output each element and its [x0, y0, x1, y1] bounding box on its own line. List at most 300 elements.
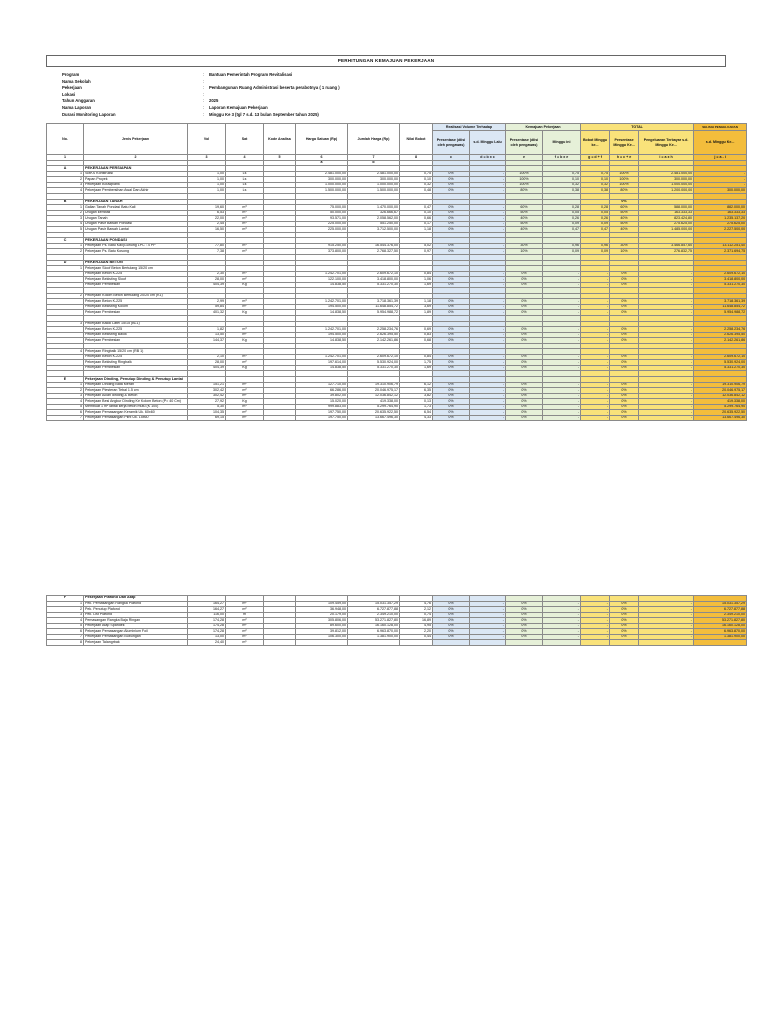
cell: 1.000.000,00 [348, 182, 400, 188]
cell: C [47, 238, 84, 244]
col-persentase: Persentase Minggu Ke... [610, 131, 639, 155]
info-colon: : [203, 98, 205, 104]
cell: - [543, 415, 581, 421]
cell: 0% [433, 354, 470, 360]
cell: 4 [226, 155, 264, 161]
cell: - [543, 271, 581, 277]
info-colon: : [203, 85, 205, 91]
cell: - [581, 282, 610, 288]
cell: 0% [433, 310, 470, 316]
cell: 0% [610, 601, 639, 607]
cell: - [470, 601, 506, 607]
cell: 50% [610, 210, 639, 216]
cell: 6 [47, 629, 84, 635]
cell: 3 [47, 612, 84, 618]
cell: 0,69 [400, 327, 433, 333]
cell: 1,73 [400, 404, 433, 410]
cell: 0,74 [400, 612, 433, 618]
cell: e [506, 155, 543, 161]
cell: 4,95 [400, 623, 433, 629]
cell: 0,84 [400, 354, 433, 360]
cell: 0% [506, 310, 543, 316]
cell [543, 640, 581, 646]
cell: Pekerjaan Pembesian [84, 338, 188, 344]
cell [506, 640, 543, 646]
cell: Galian Tanah Pondasi Batu Kali [84, 205, 188, 211]
cell: 0,47 [400, 205, 433, 211]
cell: 39.812,00 [296, 629, 348, 635]
cell: 5,02 [400, 243, 433, 249]
info-label: Lokasi [62, 91, 76, 97]
cell: Kg [226, 282, 264, 288]
cell: 40% [610, 216, 639, 222]
cell: 28,00 [188, 277, 226, 283]
cell: 5.954.988,72 [348, 310, 400, 316]
cell: Pekerjaan Acian dinding & Beton [84, 393, 188, 399]
cell: - [470, 607, 506, 613]
cell: - [470, 299, 506, 305]
cell: Pekerjaan Balok Latei 15/15 (BL1) [84, 321, 188, 327]
cell: - [543, 299, 581, 305]
cell: 0,47 [581, 227, 610, 233]
cell: A [47, 166, 84, 172]
cell: 3,69 [400, 304, 433, 310]
cell: - [470, 365, 506, 371]
cell: 16,89 [400, 618, 433, 624]
cell: - [639, 612, 694, 618]
cell: 882.000,00 [694, 205, 747, 211]
cell: 50% [610, 221, 639, 227]
group-selisih: SELISIH PENGELUARAN [694, 124, 747, 131]
cell: 5 [264, 155, 296, 161]
cell: 6.727.877,88 [348, 607, 400, 613]
cell: 0,05 [581, 210, 610, 216]
cell: - [694, 171, 747, 177]
cell: 0% [506, 388, 543, 394]
cell: 823.424,80 [639, 216, 694, 222]
cell: 0% [506, 393, 543, 399]
cell: - [581, 327, 610, 333]
cell: Kg [226, 365, 264, 371]
cell: 0% [433, 249, 470, 255]
cell: 20.046.975,17 [694, 388, 747, 394]
cell: 14.838,50 [296, 365, 348, 371]
cell: 13.667.496,30 [694, 415, 747, 421]
cell: 1 [47, 601, 84, 607]
cell: - [581, 612, 610, 618]
sheet-title: PERHITUNGAN KEMAJUAN PEKERJAAN [46, 55, 726, 67]
cell: - [470, 360, 506, 366]
cell: 1.200.000,00 [639, 188, 694, 194]
cell: 305.806,00 [296, 618, 348, 624]
cell: 7 [47, 634, 84, 640]
cell: 0,10 [400, 210, 433, 216]
cell: 30% [506, 243, 543, 249]
cell: m² [226, 382, 264, 388]
cell: 0% [610, 304, 639, 310]
cell: 6,53 [188, 210, 226, 216]
cell: 2.626.395,50 [694, 332, 747, 338]
cell: 0% [433, 399, 470, 405]
cell: m² [226, 629, 264, 635]
cell: Ls [226, 182, 264, 188]
cell: Pekerjaan Plesteran Tebal 1.5 cm [84, 388, 188, 394]
info-value: Minggu Ke 3 (tgl 7 s.d. 13 bulan September tahun 2025) [209, 111, 319, 117]
cell: 0,84 [400, 271, 433, 277]
cell: 2.481.000,00 [639, 171, 694, 177]
cell: 0,26 [543, 216, 581, 222]
cell: m² [226, 393, 264, 399]
cell: 1.242.701,00 [296, 327, 348, 333]
cell: 20.635.922,50 [348, 410, 400, 416]
cell: 0% [610, 634, 639, 640]
cell: - [470, 623, 506, 629]
info-row [46, 85, 726, 92]
cell: 0% [506, 601, 543, 607]
cell: 10% [506, 249, 543, 255]
cell: - [543, 612, 581, 618]
cell: - [639, 415, 694, 421]
cell: Pekerjaan Bouwplank [84, 182, 188, 188]
cell: 100% [506, 177, 543, 183]
cell: 1 [47, 155, 84, 161]
cell: 0% [506, 282, 543, 288]
cell: 0% [433, 304, 470, 310]
cell: - [470, 177, 506, 183]
cell: m¹ [226, 640, 264, 646]
cell: 0% [610, 338, 639, 344]
cell: - [581, 623, 610, 629]
cell: 275.625,00 [639, 221, 694, 227]
cell: 100% [610, 171, 639, 177]
cell [296, 640, 348, 646]
cell [581, 640, 610, 646]
col-minggu-ini: Minggu ini [543, 131, 581, 155]
cell: 2.058.562,00 [348, 216, 400, 222]
cell: Pekerjaan Beton K-225 [84, 271, 188, 277]
cell: 0% [506, 618, 543, 624]
cell: 0% [506, 304, 543, 310]
cell [610, 640, 639, 646]
cell: 5.299.764,90 [348, 404, 400, 410]
cell: 0% [433, 327, 470, 333]
cell: 144,37 [188, 338, 226, 344]
cell: Kg [226, 310, 264, 316]
cell: - [470, 618, 506, 624]
project-info [46, 72, 726, 118]
cell: 0,75 [581, 171, 610, 177]
cell: - [470, 410, 506, 416]
cell: 5.331.270,30 [348, 365, 400, 371]
cell: 50.000,00 [296, 210, 348, 216]
cell: m² [226, 410, 264, 416]
cell: 2 [47, 388, 84, 394]
cell: 2.609.672,10 [694, 271, 747, 277]
cell: m² [226, 618, 264, 624]
cell: Ls [226, 171, 264, 177]
cell: - [543, 365, 581, 371]
cell: 0% [433, 634, 470, 640]
cell: PEKERJAAN PERSIAPAN [84, 166, 188, 172]
cell: - [470, 629, 506, 635]
cell: 197.750,00 [296, 410, 348, 416]
cell: 127.710,00 [296, 382, 348, 388]
cell: - [470, 404, 506, 410]
cell: - [581, 365, 610, 371]
cell: 100% [610, 182, 639, 188]
cell: Pekerjaan Bekisting Ringbalk [84, 360, 188, 366]
cell: 0% [433, 623, 470, 629]
cell: - [639, 382, 694, 388]
cell: - [470, 393, 506, 399]
cell: Pekerjaan Ps. Batu Kosong [84, 249, 188, 255]
cell: - [543, 393, 581, 399]
cell: Pekerjaan Pembesian [84, 310, 188, 316]
cell: - [639, 360, 694, 366]
cell: 163.333,33 [694, 210, 747, 216]
cell: 0% [433, 612, 470, 618]
cell: 0% [433, 618, 470, 624]
cell: Pekerjaan Pemasangan Plint Uk. 15x60 [84, 415, 188, 421]
col-vol: Vol [188, 124, 226, 155]
cell: m³ [226, 216, 264, 222]
cell: - [581, 277, 610, 283]
cell: 75.000,00 [296, 205, 348, 211]
cell: F [47, 596, 84, 602]
cell: 1,00 [188, 177, 226, 183]
cell: 373.800,00 [296, 249, 348, 255]
cell: m³ [226, 271, 264, 277]
cell: 164,27 [188, 601, 226, 607]
cell: - [543, 388, 581, 394]
cell: Pekerjaan Beton K-225 [84, 354, 188, 360]
cell: 302,42 [188, 388, 226, 394]
cell: 4 [47, 221, 84, 227]
cell: 0% [610, 282, 639, 288]
cell: - [470, 382, 506, 388]
cell: m² [226, 360, 264, 366]
cell: - [470, 182, 506, 188]
cell: 100% [506, 182, 543, 188]
cell: 0% [433, 182, 470, 188]
col-jenis: Jenis Pekerjaan [84, 124, 188, 155]
cell: 14.838,50 [296, 338, 348, 344]
cell: 2 [84, 155, 188, 161]
cell: 2.371.694,75 [694, 249, 747, 255]
cell: 100% [610, 177, 639, 183]
cell: 1.381.900,00 [348, 634, 400, 640]
cell: 22,00 [188, 216, 226, 222]
cell: 1.000.000,00 [296, 182, 348, 188]
cell: - [581, 338, 610, 344]
cell: 0% [506, 410, 543, 416]
cell: 80% [610, 188, 639, 194]
cell: - [543, 327, 581, 333]
cell: 2.258.234,76 [694, 327, 747, 333]
cell: 6 [47, 410, 84, 416]
info-colon: : [203, 104, 205, 110]
cell: 0% [610, 382, 639, 388]
cell: 2.481.000,00 [348, 171, 400, 177]
cell: 0% [433, 629, 470, 635]
cell: 1.381.900,00 [694, 634, 747, 640]
cell: 404,39 [188, 282, 226, 288]
cell: 1.470.000,00 [348, 205, 400, 211]
cell: 11.648.854,72 [348, 304, 400, 310]
cell: Ls [226, 177, 264, 183]
cell: b [348, 160, 400, 166]
col-bobot-minggu: Bobot Minggu ke... [581, 131, 610, 155]
cell: - [581, 601, 610, 607]
info-colon: : [203, 111, 205, 117]
cell: 0% [506, 271, 543, 277]
cell: 0% [506, 629, 543, 635]
cell: 163.333,33 [639, 210, 694, 216]
cell: Pekerjaan Ringbalk 15/20 cm (RB 1) [84, 349, 188, 355]
info-row [46, 98, 726, 105]
cell: m³ [226, 205, 264, 211]
cell: 1.242.701,00 [296, 354, 348, 360]
cell: 15.031.357,29 [348, 601, 400, 607]
cell: 0,97 [400, 249, 433, 255]
cell: 1.500.000,00 [348, 188, 400, 194]
info-label: Pekerjaan [62, 85, 82, 91]
cell: 0% [506, 607, 543, 613]
info-label: Tahun Anggaran [62, 98, 95, 104]
info-value: Laporan Kemajuan Pekerjaan [209, 104, 268, 110]
cell: 1.485.000,00 [639, 227, 694, 233]
cell: 0% [506, 382, 543, 388]
cell: 588.000,00 [639, 205, 694, 211]
cell: - [639, 618, 694, 624]
cell [264, 640, 296, 646]
cell: 6.727.877,88 [694, 607, 747, 613]
cell: 0,09 [581, 249, 610, 255]
cell: - [543, 304, 581, 310]
cell: - [694, 177, 747, 183]
cell: 6,12 [400, 382, 433, 388]
cell: m² [226, 332, 264, 338]
cell: 300.000,00 [694, 188, 747, 194]
cell: Pekerjaan Atap Spandek [84, 623, 188, 629]
cell: 275.625,00 [694, 221, 747, 227]
cell: - [543, 360, 581, 366]
cell: Pek. Pemasangan Rangka Plafond [84, 601, 188, 607]
cell: Pekerjaan Dinding Bata Merah [84, 382, 188, 388]
cell: 7 [348, 155, 400, 161]
cell: 551.250,00 [348, 221, 400, 227]
progress-table-continued [46, 595, 747, 646]
cell: 15.020,00 [296, 399, 348, 405]
cell: 0% [610, 271, 639, 277]
cell: 0% [506, 623, 543, 629]
cell: 1.500.000,00 [296, 188, 348, 194]
cell: 0% [610, 277, 639, 283]
col-sd-minggu-lalu: s.d. Minggu Lalu [470, 131, 506, 155]
cell: 8 [400, 155, 433, 161]
info-label: Nama Sekolah [62, 78, 91, 84]
cell: - [470, 216, 506, 222]
cell: 0,13 [400, 399, 433, 405]
cell: Kg [226, 399, 264, 405]
cell: - [470, 612, 506, 618]
cell: Pekerjaan Pemasangan Bubungan [84, 634, 188, 640]
cell: 2.258.234,76 [348, 327, 400, 333]
cell: - [581, 304, 610, 310]
cell: 1,69 [400, 282, 433, 288]
cell: 0% [433, 388, 470, 394]
cell: 1 [47, 171, 84, 177]
cell: 20.635.922,50 [694, 410, 747, 416]
cell: E [47, 377, 84, 383]
cell: 0% [610, 629, 639, 635]
cell: 109.459,00 [296, 601, 348, 607]
cell: - [581, 382, 610, 388]
cell: g = d + f [581, 155, 610, 161]
cell: 0% [433, 210, 470, 216]
cell: - [470, 415, 506, 421]
cell: - [639, 277, 694, 283]
cell: 326.666,67 [348, 210, 400, 216]
cell: 197.614,00 [296, 360, 348, 366]
cell: 0% [610, 199, 639, 205]
cell: 2,12 [400, 607, 433, 613]
cell: Pekerjaan Kolom Beton Bertulang 20/20 cm (K1) [84, 293, 188, 299]
cell: 30% [610, 243, 639, 249]
cell: 13.667.496,30 [348, 415, 400, 421]
cell: 11.648.854,72 [694, 304, 747, 310]
cell: 1 [47, 205, 84, 211]
cell: 2 [47, 293, 84, 299]
cell: 0,38 [581, 188, 610, 194]
cell: - [470, 227, 506, 233]
cell: 0,28 [581, 205, 610, 211]
cell: 0% [433, 282, 470, 288]
item-row [47, 640, 747, 646]
cell: Ls [226, 188, 264, 194]
cell: m³ [226, 210, 264, 216]
cell: 915.250,00 [296, 243, 348, 249]
cell: - [470, 171, 506, 177]
cell: 5.954.988,72 [694, 310, 747, 316]
cell: 0% [610, 299, 639, 305]
cell: 0% [610, 607, 639, 613]
cell: - [581, 360, 610, 366]
cell: 0% [610, 399, 639, 405]
cell: 12.036.842,12 [694, 393, 747, 399]
cell: Pek. Penutup Plafond [84, 607, 188, 613]
cell: - [639, 607, 694, 613]
cell: 419.338,00 [348, 399, 400, 405]
cell: 0,38 [543, 188, 581, 194]
cell: 2,10 [188, 354, 226, 360]
cell: 0% [506, 404, 543, 410]
cell: 116,00 [188, 612, 226, 618]
cell: - [581, 388, 610, 394]
cell: 2,45 [188, 221, 226, 227]
cell: 1,89 [400, 310, 433, 316]
cell: Pekerjaan Bekisting Kolom [84, 304, 188, 310]
cell: 3 [47, 321, 84, 327]
cell: 2.609.672,10 [694, 354, 747, 360]
cell: - [581, 310, 610, 316]
cell: - [543, 410, 581, 416]
cell: - [639, 399, 694, 405]
cell: 0,10 [543, 177, 581, 183]
cell: 16.160.128,00 [694, 623, 747, 629]
cell: 197.750,00 [296, 415, 348, 421]
cell: - [581, 393, 610, 399]
